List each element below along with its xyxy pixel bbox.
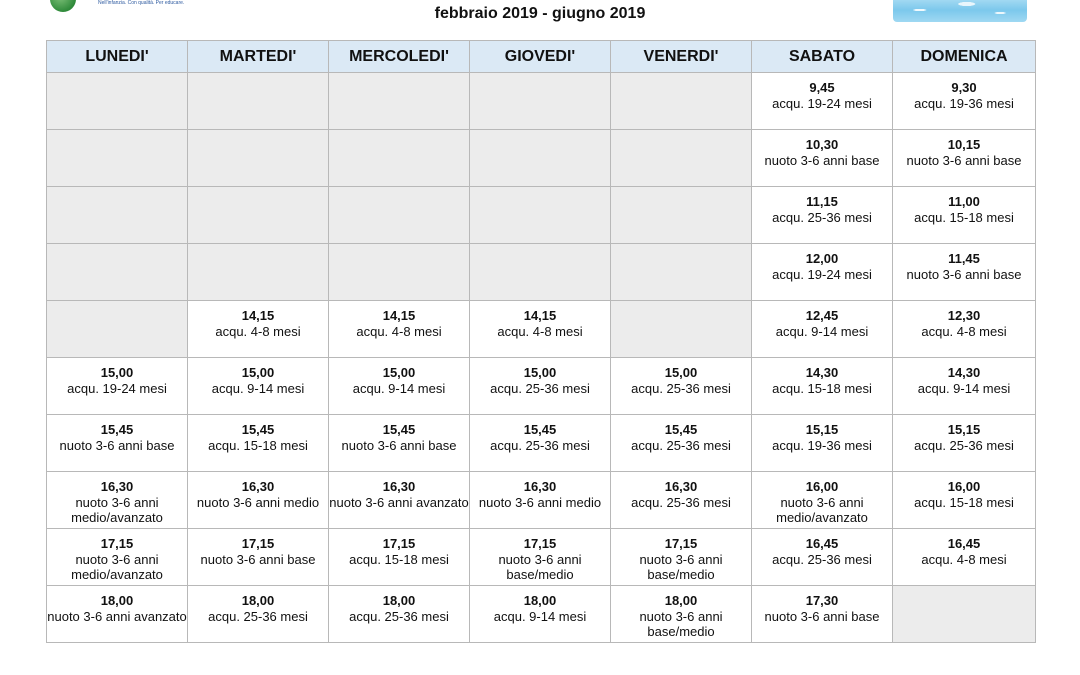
slot-activity: nuoto 3-6 anni base	[764, 152, 880, 168]
empty-slot-cell-friday	[611, 301, 752, 358]
slot-content	[752, 73, 892, 111]
slot-time: 15,45	[382, 422, 416, 437]
empty-slot-cell-monday	[47, 244, 188, 301]
slot-activity: nuoto 3-6 anni base/medio	[639, 551, 723, 582]
slot-content	[188, 301, 328, 339]
slot-content	[611, 472, 751, 510]
slot-time: 10,15	[947, 137, 981, 152]
schedule-body	[47, 73, 1036, 643]
slot-activity: acqu. 25-36 mesi	[490, 380, 590, 396]
slot-cell-tuesday	[188, 358, 329, 415]
slot-time: 16,30	[523, 479, 557, 494]
slot-time: 17,15	[664, 536, 698, 551]
slot-time: 15,00	[100, 365, 134, 380]
slot-time: 18,00	[664, 593, 698, 608]
slot-activity: acqu. 4-8 mesi	[215, 323, 301, 339]
empty-slot-cell-thursday	[470, 130, 611, 187]
slot-activity: nuoto 3-6 anni base	[200, 551, 316, 567]
slot-cell-thursday	[470, 358, 611, 415]
empty-slot-cell-monday	[47, 73, 188, 130]
empty-slot-cell-monday	[47, 301, 188, 358]
slot-content	[752, 301, 892, 339]
slot-time: 12,00	[805, 251, 839, 266]
slot-activity: acqu. 25-36 mesi	[208, 608, 308, 624]
slot-content	[752, 415, 892, 453]
slot-content	[329, 415, 469, 453]
table-row	[47, 415, 1036, 472]
slot-time: 16,45	[947, 536, 981, 551]
slot-content	[611, 415, 751, 453]
slot-activity: nuoto 3-6 anni base	[764, 608, 880, 624]
day-header-monday: LUNEDI'	[47, 41, 188, 73]
slot-activity: acqu. 4-8 mesi	[356, 323, 442, 339]
slot-activity: nuoto 3-6 anni medio/avanzato	[71, 551, 163, 582]
slot-cell-friday	[611, 472, 752, 529]
empty-slot-cell-thursday	[470, 244, 611, 301]
slot-time: 9,30	[951, 80, 977, 95]
slot-content	[188, 586, 328, 624]
empty-slot-cell-friday	[611, 130, 752, 187]
slot-activity: acqu. 25-36 mesi	[631, 437, 731, 453]
table-row	[47, 301, 1036, 358]
slot-content	[188, 529, 328, 567]
slot-cell-wednesday	[329, 301, 470, 358]
day-header-thursday: GIOVEDI'	[470, 41, 611, 73]
slot-activity: nuoto 3-6 anni base	[59, 437, 175, 453]
slot-time: 14,30	[947, 365, 981, 380]
slot-activity: acqu. 15-18 mesi	[914, 209, 1014, 225]
empty-slot-cell-wednesday	[329, 244, 470, 301]
slot-time: 15,15	[805, 422, 839, 437]
slot-cell-saturday	[752, 130, 893, 187]
slot-content	[329, 301, 469, 339]
slot-time: 17,15	[523, 536, 557, 551]
slot-activity: nuoto 3-6 anni medio/avanzato	[776, 494, 868, 525]
slot-content	[611, 529, 751, 583]
slot-content	[611, 358, 751, 396]
slot-content	[893, 415, 1035, 453]
slot-content	[470, 529, 610, 583]
slot-content	[752, 358, 892, 396]
slot-cell-thursday	[470, 529, 611, 586]
slot-activity: acqu. 25-36 mesi	[349, 608, 449, 624]
slot-cell-thursday	[470, 301, 611, 358]
slot-time: 18,00	[382, 593, 416, 608]
slot-content	[893, 244, 1035, 282]
empty-slot-cell-wednesday	[329, 130, 470, 187]
slot-cell-saturday	[752, 586, 893, 643]
slot-activity: acqu. 15-18 mesi	[208, 437, 308, 453]
slot-cell-wednesday	[329, 586, 470, 643]
slot-activity: acqu. 9-14 mesi	[352, 380, 446, 396]
empty-slot-cell-monday	[47, 130, 188, 187]
slot-cell-saturday	[752, 187, 893, 244]
slot-cell-sunday	[893, 472, 1036, 529]
slot-time: 18,00	[100, 593, 134, 608]
slot-activity: acqu. 9-14 mesi	[917, 380, 1011, 396]
empty-slot-cell-tuesday	[188, 244, 329, 301]
empty-slot-cell-friday	[611, 73, 752, 130]
slot-cell-sunday	[893, 244, 1036, 301]
slot-activity: nuoto 3-6 anni base	[906, 266, 1022, 282]
slot-cell-friday	[611, 358, 752, 415]
slot-time: 15,45	[664, 422, 698, 437]
slot-time: 18,00	[241, 593, 275, 608]
slot-time: 11,45	[948, 251, 980, 266]
slot-time: 15,00	[664, 365, 698, 380]
slot-activity: nuoto 3-6 anni avanzato	[47, 608, 187, 624]
slot-content	[47, 415, 187, 453]
slot-content	[470, 586, 610, 624]
slot-time: 10,30	[805, 137, 839, 152]
slot-time: 15,45	[523, 422, 557, 437]
logo-tagline: Nell'infanzia. Con qualità. Per educare.	[98, 0, 185, 6]
slot-content	[329, 358, 469, 396]
slot-cell-sunday	[893, 529, 1036, 586]
slot-activity: nuoto 3-6 anni base	[341, 437, 457, 453]
slot-content	[611, 586, 751, 640]
slot-content	[752, 244, 892, 282]
empty-slot-cell-wednesday	[329, 187, 470, 244]
slot-content	[470, 358, 610, 396]
slot-cell-saturday	[752, 73, 893, 130]
slot-cell-saturday	[752, 244, 893, 301]
slot-time: 15,15	[947, 422, 981, 437]
slot-activity: acqu. 25-36 mesi	[772, 551, 872, 567]
slot-activity: acqu. 4-8 mesi	[921, 551, 1007, 567]
table-row	[47, 73, 1036, 130]
empty-slot-cell-sunday	[893, 586, 1036, 643]
slot-time: 17,15	[382, 536, 416, 551]
slot-time: 17,15	[241, 536, 275, 551]
empty-slot-cell-tuesday	[188, 73, 329, 130]
slot-activity: nuoto 3-6 anni avanzato	[329, 494, 469, 510]
slot-content	[47, 472, 187, 526]
slot-cell-monday	[47, 586, 188, 643]
slot-content	[893, 529, 1035, 567]
slot-content	[188, 472, 328, 510]
slot-cell-tuesday	[188, 415, 329, 472]
slot-content	[329, 472, 469, 510]
slot-content	[893, 472, 1035, 510]
slot-activity: acqu. 25-36 mesi	[772, 209, 872, 225]
slot-cell-sunday	[893, 130, 1036, 187]
slot-cell-sunday	[893, 73, 1036, 130]
slot-cell-tuesday	[188, 301, 329, 358]
slot-content	[188, 415, 328, 453]
slot-time: 15,00	[523, 365, 557, 380]
slot-time: 17,30	[805, 593, 839, 608]
slot-time: 11,15	[806, 194, 838, 209]
slot-content	[752, 586, 892, 624]
slot-activity: nuoto 3-6 anni base/medio	[639, 608, 723, 639]
table-row	[47, 187, 1036, 244]
slot-cell-saturday	[752, 472, 893, 529]
slot-cell-friday	[611, 529, 752, 586]
slot-time: 14,15	[241, 308, 275, 323]
slot-cell-sunday	[893, 358, 1036, 415]
slot-cell-saturday	[752, 301, 893, 358]
slot-activity: nuoto 3-6 anni base	[906, 152, 1022, 168]
slot-time: 17,15	[100, 536, 134, 551]
slot-cell-wednesday	[329, 415, 470, 472]
slot-activity: acqu. 9-14 mesi	[211, 380, 305, 396]
schedule-period-subtitle: febbraio 2019 - giugno 2019	[434, 5, 646, 22]
slot-cell-thursday	[470, 415, 611, 472]
slot-cell-sunday	[893, 415, 1036, 472]
slot-activity: acqu. 25-36 mesi	[631, 380, 731, 396]
slot-activity: nuoto 3-6 anni medio/avanzato	[71, 494, 163, 525]
slot-time: 15,45	[100, 422, 134, 437]
slot-content	[470, 472, 610, 510]
slot-time: 14,30	[805, 365, 839, 380]
slot-content	[752, 187, 892, 225]
slot-cell-tuesday	[188, 529, 329, 586]
empty-slot-cell-monday	[47, 187, 188, 244]
empty-slot-cell-tuesday	[188, 130, 329, 187]
slot-content	[752, 130, 892, 168]
slot-content	[893, 301, 1035, 339]
slot-time: 16,30	[382, 479, 416, 494]
day-header-tuesday: MARTEDI'	[188, 41, 329, 73]
slot-content	[752, 472, 892, 526]
slot-cell-tuesday	[188, 472, 329, 529]
slot-content	[329, 529, 469, 567]
weekly-schedule-table	[46, 40, 1036, 643]
slot-activity: acqu. 4-8 mesi	[921, 323, 1007, 339]
slot-activity: acqu. 19-24 mesi	[772, 266, 872, 282]
slot-cell-friday	[611, 586, 752, 643]
slot-content	[47, 529, 187, 583]
slot-time: 18,00	[523, 593, 557, 608]
slot-activity: acqu. 9-14 mesi	[775, 323, 869, 339]
slot-cell-wednesday	[329, 472, 470, 529]
slot-cell-wednesday	[329, 358, 470, 415]
slot-time: 12,45	[805, 308, 839, 323]
slot-time: 14,15	[523, 308, 557, 323]
table-row	[47, 130, 1036, 187]
slot-activity: acqu. 19-36 mesi	[772, 437, 872, 453]
table-row	[47, 244, 1036, 301]
slot-cell-tuesday	[188, 586, 329, 643]
slot-activity: acqu. 9-14 mesi	[493, 608, 587, 624]
slot-time: 16,00	[805, 479, 839, 494]
slot-activity: acqu. 19-36 mesi	[914, 95, 1014, 111]
empty-slot-cell-thursday	[470, 187, 611, 244]
slot-activity: acqu. 25-36 mesi	[490, 437, 590, 453]
slot-cell-sunday	[893, 301, 1036, 358]
slot-time: 14,15	[382, 308, 416, 323]
table-row	[47, 358, 1036, 415]
slot-content	[47, 586, 187, 624]
slot-cell-thursday	[470, 586, 611, 643]
slot-content	[329, 586, 469, 624]
empty-slot-cell-tuesday	[188, 187, 329, 244]
table-row	[47, 472, 1036, 529]
slot-content	[188, 358, 328, 396]
slot-time: 16,00	[947, 479, 981, 494]
slot-cell-saturday	[752, 529, 893, 586]
slot-content	[47, 358, 187, 396]
slot-cell-friday	[611, 415, 752, 472]
slot-time: 11,00	[948, 194, 980, 209]
slot-time: 16,30	[664, 479, 698, 494]
slot-time: 15,00	[241, 365, 275, 380]
slot-cell-sunday	[893, 187, 1036, 244]
slot-activity: acqu. 15-18 mesi	[772, 380, 872, 396]
slot-cell-wednesday	[329, 529, 470, 586]
slot-time: 16,30	[241, 479, 275, 494]
slot-activity: acqu. 25-36 mesi	[914, 437, 1014, 453]
slot-content	[893, 187, 1035, 225]
slot-content	[893, 73, 1035, 111]
slot-activity: acqu. 25-36 mesi	[631, 494, 731, 510]
slot-time: 16,45	[805, 536, 839, 551]
slot-time: 15,45	[241, 422, 275, 437]
slot-time: 16,30	[100, 479, 134, 494]
slot-cell-saturday	[752, 358, 893, 415]
slot-activity: nuoto 3-6 anni medio	[478, 494, 602, 510]
slot-activity: acqu. 15-18 mesi	[914, 494, 1014, 510]
day-header-sunday: DOMENICA	[893, 41, 1036, 73]
empty-slot-cell-friday	[611, 244, 752, 301]
slot-time: 15,00	[382, 365, 416, 380]
empty-slot-cell-wednesday	[329, 73, 470, 130]
table-row	[47, 586, 1036, 643]
slot-content	[752, 529, 892, 567]
empty-slot-cell-friday	[611, 187, 752, 244]
slot-time: 9,45	[809, 80, 835, 95]
empty-slot-cell-thursday	[470, 73, 611, 130]
day-header-saturday: SABATO	[752, 41, 893, 73]
slot-activity: acqu. 19-24 mesi	[772, 95, 872, 111]
slot-cell-monday	[47, 529, 188, 586]
slot-activity: nuoto 3-6 anni base/medio	[498, 551, 582, 582]
slot-time: 12,30	[947, 308, 981, 323]
slot-content	[893, 130, 1035, 168]
slot-activity: acqu. 4-8 mesi	[497, 323, 583, 339]
slot-cell-monday	[47, 472, 188, 529]
day-header-row	[47, 41, 1036, 73]
slot-cell-thursday	[470, 472, 611, 529]
slot-cell-monday	[47, 358, 188, 415]
day-header-wednesday: MERCOLEDI'	[329, 41, 470, 73]
slot-content	[893, 358, 1035, 396]
slot-activity: nuoto 3-6 anni medio	[196, 494, 320, 510]
slot-cell-saturday	[752, 415, 893, 472]
slot-content	[470, 301, 610, 339]
day-header-friday: VENERDI'	[611, 41, 752, 73]
slot-content	[470, 415, 610, 453]
slot-activity: acqu. 15-18 mesi	[349, 551, 449, 567]
slot-activity: acqu. 19-24 mesi	[67, 380, 167, 396]
slot-cell-monday	[47, 415, 188, 472]
table-row	[47, 529, 1036, 586]
